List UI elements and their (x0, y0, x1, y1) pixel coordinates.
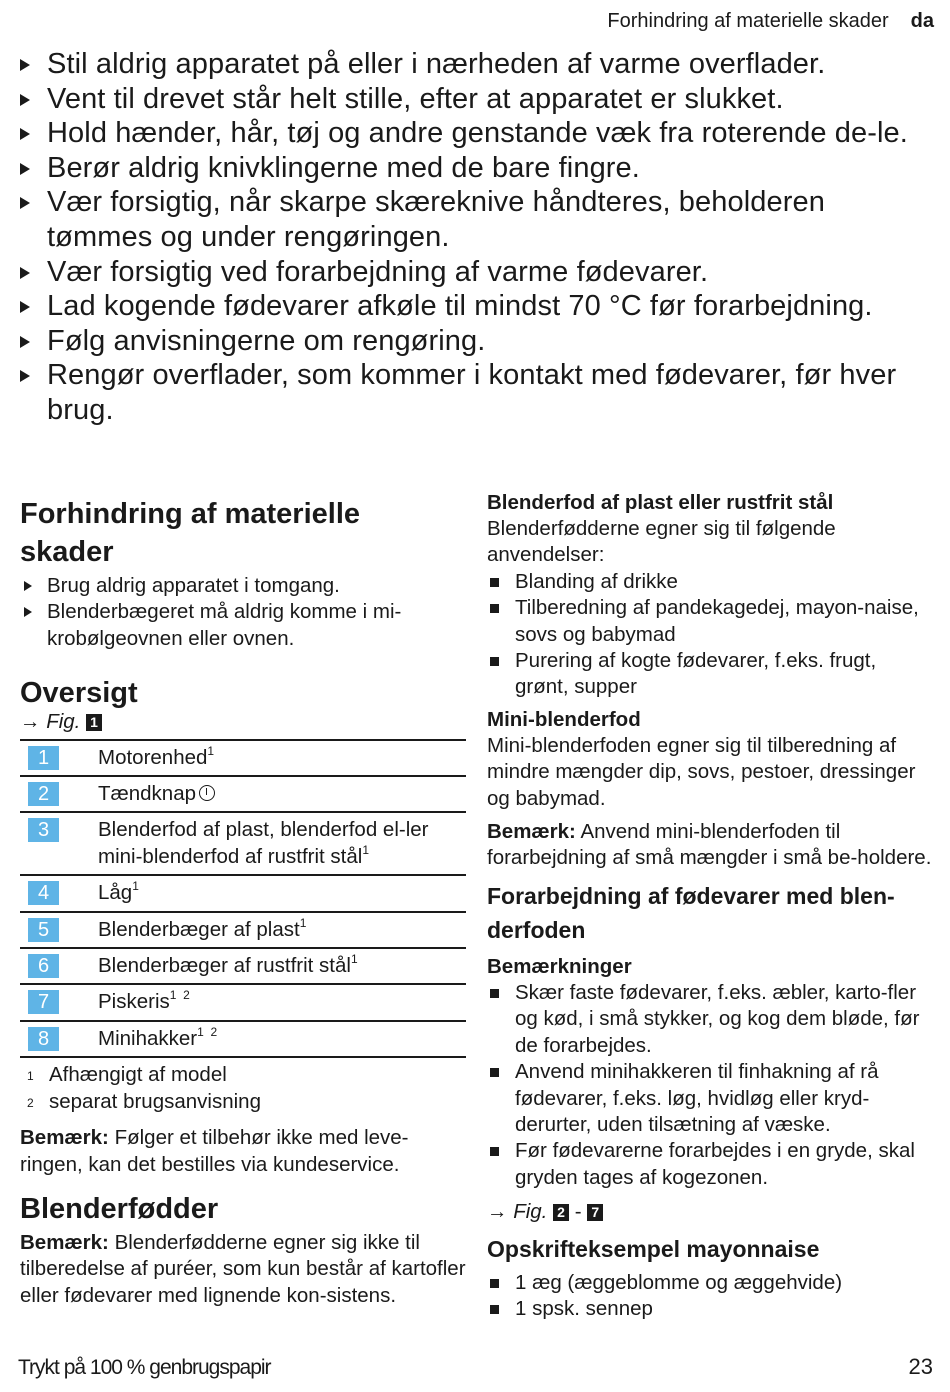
bullet-square-icon (490, 1279, 499, 1288)
bullet-arrow-icon (24, 581, 32, 591)
figure-number-badge: 1 (86, 714, 102, 731)
bullet-arrow-icon (20, 128, 30, 140)
item-label: Tændknap (98, 782, 197, 806)
list-item: Lad kogende fødevarer afkøle til mindst 70 °C før forarbejdning. (20, 289, 935, 324)
bullet-arrow-icon (24, 607, 32, 617)
recipe-list (487, 1270, 935, 1323)
overview-table (20, 739, 466, 1059)
table-row (20, 948, 466, 984)
recipe-heading: Opskrifteksempel mayonnaise (487, 1235, 820, 1262)
page-header (607, 8, 934, 34)
footnote-mark: 1 (207, 743, 215, 758)
item-number-badge: 7 (28, 990, 59, 1014)
figure-number-badge: 2 (553, 1204, 569, 1221)
bullet-arrow-icon (20, 163, 30, 175)
item-number-badge: 6 (28, 954, 59, 978)
item-number-badge: 3 (28, 818, 59, 842)
list-item: Følg anvisningerne om rengøring. (20, 324, 935, 359)
list-item: Rengør overflader, som kommer i kontakt med fødevarer, før hver brug. (20, 358, 935, 427)
figure-reference: → Fig. 2 - 7 (487, 1199, 935, 1225)
damage-heading: Forhindring af materielle skader (20, 498, 360, 568)
list-item: Hold hænder, hår, tøj og andre genstande væk fra roterende de-le. (20, 116, 935, 151)
item-label: Blenderfod af plast, blenderfod el-ler mini-blenderfod af rustfrit stål (98, 818, 429, 868)
table-row (20, 875, 466, 911)
bullet-square-icon (490, 1147, 499, 1156)
table-row (20, 984, 466, 1020)
language-code: da (910, 9, 934, 32)
bullet-square-icon (490, 604, 499, 613)
table-row (20, 912, 466, 948)
figure-reference: → Fig. 1 (20, 709, 466, 735)
bullet-square-icon (490, 1305, 499, 1314)
processing-list (487, 980, 935, 1191)
power-icon (199, 785, 215, 801)
item-number-badge: 8 (28, 1027, 59, 1051)
blenderfodder-heading: Blenderfødder (20, 1192, 219, 1225)
footnote-mark: 1 (299, 915, 307, 930)
print-note: Trykt på 100 % genbrugspapir (18, 1356, 271, 1379)
list-item: Purering af kogte fødevarer, f.eks. frugt, grønt, supper (487, 648, 935, 701)
damage-list (20, 573, 466, 652)
bullet-arrow-icon (20, 336, 30, 348)
table-row (20, 740, 466, 776)
bullet-square-icon (490, 989, 499, 998)
item-number-badge: 1 (28, 746, 59, 770)
item-label: Motorenhed (98, 745, 208, 769)
list-item: Brug aldrig apparatet i tomgang. (20, 573, 466, 599)
item-label: Blenderbæger af plast (98, 917, 300, 941)
plast-heading: Blenderfod af plast eller rustfrit stål (487, 491, 834, 514)
list-item: Stil aldrig apparatet på eller i nærheden af varme overflader. (20, 47, 935, 82)
mini-text: Mini-blenderfoden egner sig til tilberedning af mindre mængder dip, sovs, pestoer, dressinger og babymad. (487, 733, 916, 810)
section-title: Forhindring af materielle skader (607, 9, 889, 32)
footnote-mark: 1 (350, 952, 358, 967)
safety-bullet-list (20, 47, 935, 428)
item-label: Blenderbæger af rustfrit stål (98, 954, 351, 978)
list-item: Anvend minihakkeren til finhakning af rå fødevarer, f.eks. løg, hvidløg eller kryd-derurter, uden tilsætning af væske. (487, 1059, 935, 1138)
blenderfodder-note: Bemærk: Blenderfødderne egner sig ikke til tilberedelse af puréer, som kun består af kartofler eller fødevarer med lignende kon-sistens. (20, 1230, 466, 1307)
mini-note: Bemærk: Anvend mini-blenderfoden til forarbejdning af små mængder i små be-holdere. (487, 820, 932, 870)
list-item: Skær faste fødevarer, f.eks. æbler, karto-fler og kød, i små stykker, og kog dem bløde, før de forarbejdes. (487, 980, 935, 1059)
list-item: Før fødevarerne forarbejdes i en gryde, skal gryden tages af kogezonen. (487, 1138, 935, 1191)
list-item: Vær forsigtig, når skarpe skæreknive håndteres, beholderen tømmes og under rengøringen. (20, 185, 935, 254)
footnote-mark: 1 (362, 842, 370, 857)
list-item: Blenderbægeret må aldrig komme i mi-krobølgeovnen eller ovnen. (20, 599, 466, 652)
processing-heading: Forarbejdning af fødevarer med blen-derfoden (487, 882, 895, 943)
item-number-badge: 5 (28, 918, 59, 942)
plast-intro: Blenderfødderne egner sig til følgende anvendelser: (487, 517, 836, 567)
footnote-mark: 1 2 (169, 988, 190, 1003)
notes-heading: Bemærkninger (487, 954, 632, 978)
footnote: 1 Afhængigt af model (27, 1063, 227, 1087)
item-number-badge: 2 (28, 782, 59, 806)
bullet-square-icon (490, 1068, 499, 1077)
list-item: Vent til drevet står helt stille, efter at apparatet er slukket. (20, 82, 935, 117)
bullet-arrow-icon (20, 267, 30, 279)
table-row (20, 1021, 466, 1057)
right-column (487, 490, 935, 1322)
list-item: 1 æg (æggeblomme og æggehvide) (487, 1270, 935, 1296)
bullet-arrow-icon (20, 370, 30, 382)
footnotes (20, 1062, 466, 1115)
overview-note: Bemærk: Følger et tilbehør ikke med leve-ringen, kan det bestilles via kundeservice. (20, 1126, 409, 1176)
table-row (20, 776, 466, 812)
bullet-arrow-icon (20, 94, 30, 106)
item-label: Piskeris (98, 990, 170, 1014)
list-item: Vær forsigtig ved forarbejdning af varme fødevarer. (20, 255, 935, 290)
item-label: Låg (98, 881, 133, 905)
list-item: Tilberedning af pandekagedej, mayon-naise, sovs og babymad (487, 595, 935, 648)
table-row (20, 812, 466, 875)
bullet-arrow-icon (20, 197, 30, 209)
mini-heading: Mini-blenderfod (487, 707, 641, 731)
page-number: 23 (908, 1354, 933, 1379)
list-item: Berør aldrig knivklingerne med de bare fingre. (20, 151, 935, 186)
left-column (20, 490, 466, 1309)
footnote-mark: 1 (132, 879, 139, 894)
bullet-arrow-icon (20, 301, 30, 313)
list-item: 1 spsk. sennep (487, 1296, 935, 1322)
bullet-square-icon (490, 657, 499, 666)
footnote: 2 separat brugsanvisning (27, 1089, 261, 1113)
figure-number-badge: 7 (587, 1204, 603, 1221)
plast-list (487, 569, 935, 701)
bullet-square-icon (490, 578, 499, 587)
item-number-badge: 4 (28, 881, 59, 905)
list-item: Blanding af drikke (487, 569, 935, 595)
item-label: Minihakker (98, 1026, 198, 1050)
overview-heading: Oversigt (20, 677, 138, 710)
bullet-arrow-icon (20, 59, 30, 71)
footnote-mark: 1 2 (197, 1024, 218, 1039)
